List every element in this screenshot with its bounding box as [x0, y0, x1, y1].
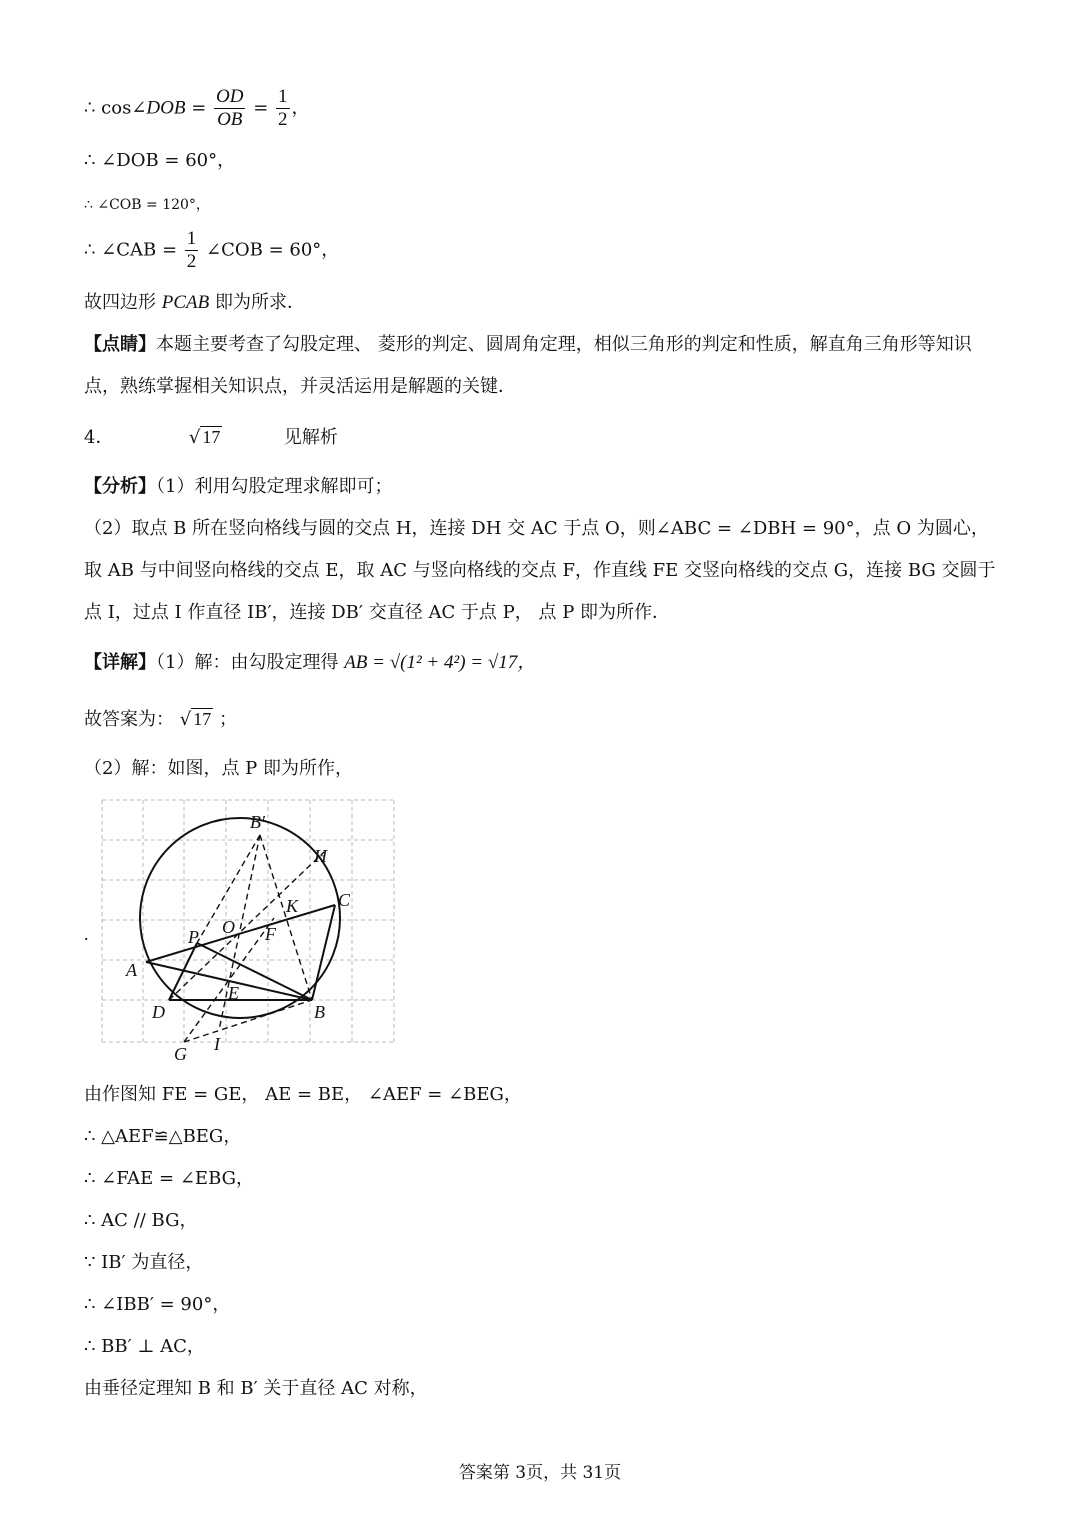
label-b: B: [314, 1002, 325, 1022]
text: ∴ AC // BG，: [84, 1210, 198, 1231]
grid: [102, 800, 394, 1042]
answer-tail: ；: [218, 709, 237, 730]
fenxi2-text: （2）取点 B 所在竖向格线与圆的交点 H，连接 DH 交 AC 于点 O，则∠ABC = ∠DBH = 90°，点 O 为圆心，取 AB 与中间竖向格线的交点 E，取 AC 与竖向格线的交点 F，作直线 FE 交竖向格线的交点 G，连接 BG 交圆于点 I，过点 I 作直径 IB′，连接 DB′ 交直径 AC 于点 P， 点 P 即为所作．: [84, 518, 996, 623]
line-cob-120: [84, 192, 210, 218]
fraction-od-ob: [214, 86, 245, 131]
text: 即为所求．: [214, 292, 305, 313]
xiangjie-label: 【详解】: [84, 652, 156, 673]
line4-prefix: ∴ ∠CAB =: [84, 239, 178, 261]
fenxi-part2: [84, 508, 1000, 634]
fenxi-line: [84, 474, 392, 500]
dianjing-paragraph: [84, 324, 1000, 408]
point-labels: [84, 812, 351, 1064]
xiangjie-expr: AB = √(1² + 4²) = √17，: [344, 652, 537, 673]
label-f: F: [265, 924, 276, 944]
proof-line-3: [84, 1166, 254, 1192]
answer-label: 故答案为：: [84, 709, 174, 730]
text: ∴ △AEF≌△BEG，: [84, 1126, 242, 1147]
text: ∴ ∠IBB′ = 90°，: [84, 1294, 231, 1315]
question-number: 4．: [84, 427, 114, 448]
xiangjie-line: [84, 650, 536, 676]
proof-line-8: [84, 1376, 428, 1402]
text: ∴ BB′ ⊥ AC，: [84, 1336, 205, 1357]
radicand: 17: [193, 709, 212, 729]
text: ∴ ∠DOB = 60°，: [84, 150, 236, 171]
part2-line: [84, 756, 353, 782]
line1-prefix: ∴ cos∠: [84, 97, 147, 119]
proof-line-7: [84, 1334, 205, 1360]
proof-line-2: [84, 1124, 241, 1150]
var: PCAB: [161, 292, 210, 313]
proof-line-6: [84, 1292, 230, 1318]
line-conclusion: [84, 290, 305, 316]
text: ∵ IB′ 为直径，: [84, 1252, 204, 1273]
solid-lines: [146, 905, 335, 1000]
xiangjie-text: （1）解：由勾股定理得: [156, 652, 339, 673]
fraction-denominator: 2: [278, 109, 288, 130]
label-b-prime: B′: [250, 812, 265, 832]
label-p: P: [188, 927, 199, 947]
fraction-numerator: OD: [216, 86, 244, 107]
sqrt-17: √ 17: [188, 427, 221, 448]
line-dob-60: [84, 148, 235, 174]
text: ∴ ∠FAE = ∠EBG，: [84, 1168, 255, 1189]
fraction-numerator: 1: [186, 228, 197, 249]
fraction-denominator: 2: [186, 251, 197, 272]
question-4-answer: [84, 424, 338, 451]
label-o: O: [222, 917, 235, 937]
fenxi-text: （1）利用勾股定理求解即可；: [156, 476, 393, 497]
fenxi-label: 【分析】: [84, 476, 156, 497]
label-k: K: [286, 896, 299, 916]
label-c: C: [338, 890, 351, 910]
part2-text: （2）解：如图，点 P 即为所作，: [84, 758, 354, 779]
proof-line-4: [84, 1208, 197, 1234]
label-e: E: [228, 983, 239, 1003]
fraction-one-half: [185, 228, 199, 273]
circle-o: [140, 818, 340, 1018]
answer-line: [84, 706, 237, 733]
sqrt-17: √ 17: [179, 709, 212, 730]
label-h: H: [314, 846, 327, 866]
label-d: D: [152, 1002, 165, 1022]
proof-line-5: [84, 1250, 203, 1276]
line-cab-60: [84, 228, 339, 273]
dianjing-label: 【点睛】: [84, 334, 156, 355]
label-a: A: [126, 960, 137, 980]
radicand: 17: [202, 427, 221, 447]
text: ∴ ∠COB = 120°，: [84, 197, 210, 213]
text: 由垂径定理知 B 和 B′ 关于直径 AC 对称，: [84, 1378, 428, 1399]
line4-suffix: ∠COB = 60°，: [206, 239, 340, 261]
fraction-one-half: [276, 86, 290, 131]
fraction-numerator: 1: [278, 86, 288, 107]
label-i: I: [214, 1034, 220, 1054]
line-cos-dob: ∴ cos∠DOB = $\frac{OD}{OB}$ = $\frac{1}{2}$ ，: [84, 86, 310, 130]
text: 故四边形: [84, 292, 156, 313]
figure-dot: .: [84, 924, 89, 944]
geometry-figure: [84, 790, 404, 1070]
proof-line-1: [84, 1082, 522, 1108]
answer-2: 见解析: [283, 427, 338, 448]
label-g: G: [174, 1044, 187, 1064]
text: 由作图知 FE = GE， AE = BE， ∠AEF = ∠BEG，: [84, 1084, 522, 1105]
dianjing-text: 本题主要考查了勾股定理、 菱形的判定、圆周角定理，相似三角形的判定和性质，解直角三角形等知识点，熟练掌握相关知识点，并灵活运用是解题的关键．: [84, 334, 972, 397]
page-footer: 答案第 3页，共 31页: [458, 1463, 622, 1483]
line1-var: DOB: [146, 97, 186, 119]
fraction-denominator: OB: [217, 109, 243, 130]
